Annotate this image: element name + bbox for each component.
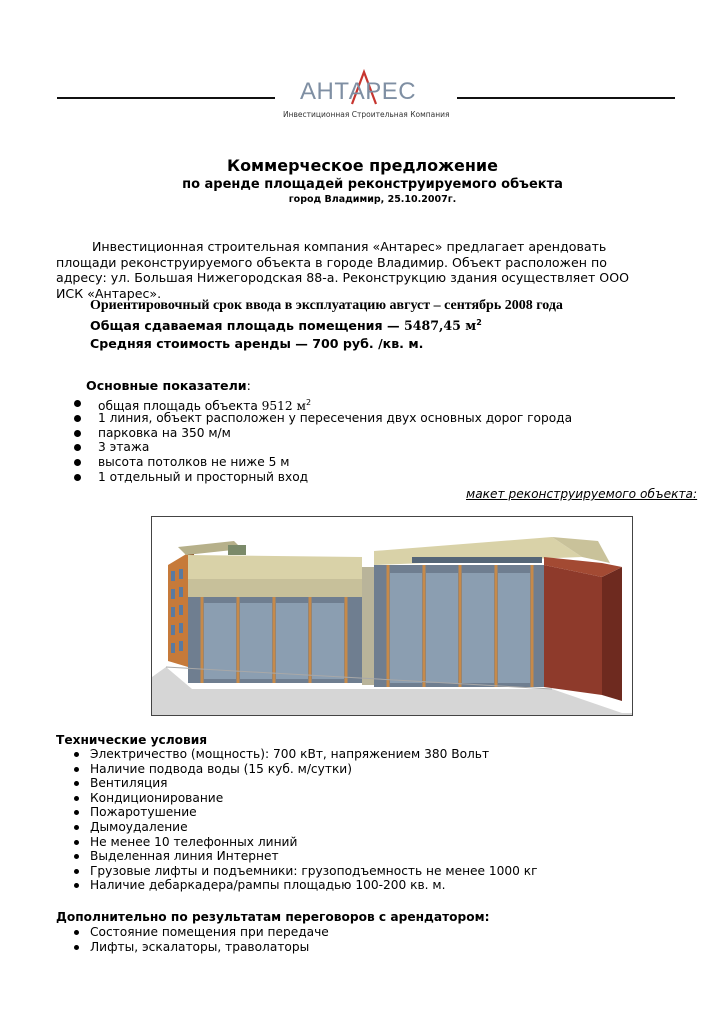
list-item bbox=[72, 940, 329, 955]
list-item-text: Выделенная линия Интернет bbox=[90, 849, 279, 864]
list-item-text: Лифты, эскалаторы, траволаторы bbox=[90, 939, 310, 954]
bullet-icon bbox=[74, 869, 79, 874]
indicators-heading bbox=[86, 378, 251, 393]
place-date: город Владимир, 25.10.2007г. bbox=[288, 194, 457, 205]
list-item-text: высота потолков не ниже 5 м bbox=[98, 455, 290, 470]
additional-list bbox=[72, 925, 329, 954]
document-title: Коммерческое предложение bbox=[226, 156, 498, 175]
indicators-heading-suffix: : bbox=[246, 378, 251, 393]
logo-text: АНТАРЕС bbox=[300, 78, 417, 105]
area-label: Общая сдаваемая площадь помещения — bbox=[90, 318, 404, 334]
list-item-sup: 2 bbox=[306, 398, 312, 407]
building-illustration bbox=[152, 517, 632, 715]
bullet-icon bbox=[74, 752, 79, 757]
list-item-text: Наличие подвода воды (15 куб. м/сутки) bbox=[90, 761, 352, 776]
list-item bbox=[72, 849, 538, 864]
bullet-icon bbox=[74, 930, 79, 935]
header-rule-left bbox=[57, 97, 275, 99]
bullet-icon bbox=[74, 883, 79, 888]
logo-subtitle: Инвестиционная Строительная Компания bbox=[283, 110, 450, 119]
list-item-text: общая площадь объекта bbox=[98, 399, 262, 414]
bullet-icon bbox=[74, 810, 79, 815]
list-item bbox=[74, 426, 572, 441]
bullet-icon bbox=[74, 400, 81, 407]
list-item bbox=[74, 470, 572, 485]
intro-paragraph: Инвестиционная строительная компания «Антарес» предлагает арендовать площади реконструируемого объекта в городе Владимир. Объект расположен по адресу: ул. Большая Нижегородская 88-а. Реконструкцию здания осуществляет ООО ИСК «Антарес». bbox=[56, 239, 630, 301]
tech-heading: Технические условия bbox=[56, 733, 208, 747]
bullet-icon bbox=[74, 781, 79, 786]
bullet-icon bbox=[74, 767, 79, 772]
list-item-text: Кондиционирование bbox=[90, 790, 224, 805]
list-item-text: Электричество (мощность): 700 кВт, напряжением 380 Вольт bbox=[90, 747, 490, 761]
indicators-heading-text: Основные показатели bbox=[86, 378, 247, 393]
list-item-text: 1 линия, объект расположен у пересечения двух основных дорог города bbox=[98, 410, 573, 425]
document-subtitle: по аренде площадей реконструируемого объекта bbox=[182, 177, 563, 192]
list-item bbox=[74, 396, 572, 414]
list-item bbox=[74, 455, 572, 470]
list-item-value: 9512 м bbox=[261, 399, 307, 414]
list-item bbox=[72, 776, 538, 791]
list-item-text: Вентиляция bbox=[90, 776, 168, 791]
list-item-text: парковка на 350 м/м bbox=[98, 425, 231, 440]
bullet-icon bbox=[74, 430, 81, 437]
list-item-text: Пожаротушение bbox=[90, 805, 197, 820]
tech-list bbox=[72, 747, 538, 893]
area-value: 5487,45 м bbox=[403, 318, 477, 334]
list-item bbox=[74, 411, 572, 426]
header-rule-right bbox=[457, 97, 675, 99]
bullet-icon bbox=[74, 415, 81, 422]
list-item bbox=[72, 864, 538, 879]
list-item bbox=[72, 835, 538, 850]
list-item bbox=[72, 762, 538, 777]
rent-line: Средняя стоимость аренды — 700 руб. /кв. м. bbox=[90, 336, 424, 351]
bullet-icon bbox=[74, 854, 79, 859]
list-item-text: Грузовые лифты и подъемники: грузоподъемность не менее 1000 кг bbox=[90, 863, 538, 878]
bullet-icon bbox=[74, 459, 81, 466]
bullet-icon bbox=[74, 796, 79, 801]
list-item-text: Не менее 10 телефонных линий bbox=[90, 834, 298, 849]
list-item bbox=[72, 747, 538, 762]
bullet-icon bbox=[74, 444, 81, 451]
building-model-image bbox=[151, 516, 633, 716]
list-item bbox=[72, 791, 538, 806]
list-item bbox=[72, 925, 329, 940]
list-item-text: Дымоудаление bbox=[90, 819, 188, 834]
list-item bbox=[72, 805, 538, 820]
commissioning-line: Ориентировочный срок ввода в эксплуатацию август – сентябрь 2008 года bbox=[90, 298, 563, 313]
bullet-icon bbox=[74, 840, 79, 845]
additional-heading: Дополнительно по результатам переговоров с арендатором: bbox=[56, 910, 490, 924]
indicators-list bbox=[74, 396, 572, 485]
list-item-text: Наличие дебаркадера/рампы площадью 100-200 кв. м. bbox=[90, 878, 446, 893]
model-caption: макет реконструируемого объекта: bbox=[466, 487, 698, 501]
bullet-icon bbox=[74, 945, 79, 950]
list-item bbox=[72, 820, 538, 835]
list-item-text: 1 отдельный и просторный вход bbox=[98, 469, 309, 484]
bullet-icon bbox=[74, 474, 81, 481]
list-item bbox=[74, 440, 572, 455]
list-item bbox=[72, 878, 538, 893]
bullet-icon bbox=[74, 825, 79, 830]
area-line bbox=[90, 318, 482, 333]
list-item-text: 3 этажа bbox=[98, 440, 150, 455]
area-sup: 2 bbox=[476, 318, 482, 327]
list-item-text: Состояние помещения при передаче bbox=[90, 925, 329, 939]
